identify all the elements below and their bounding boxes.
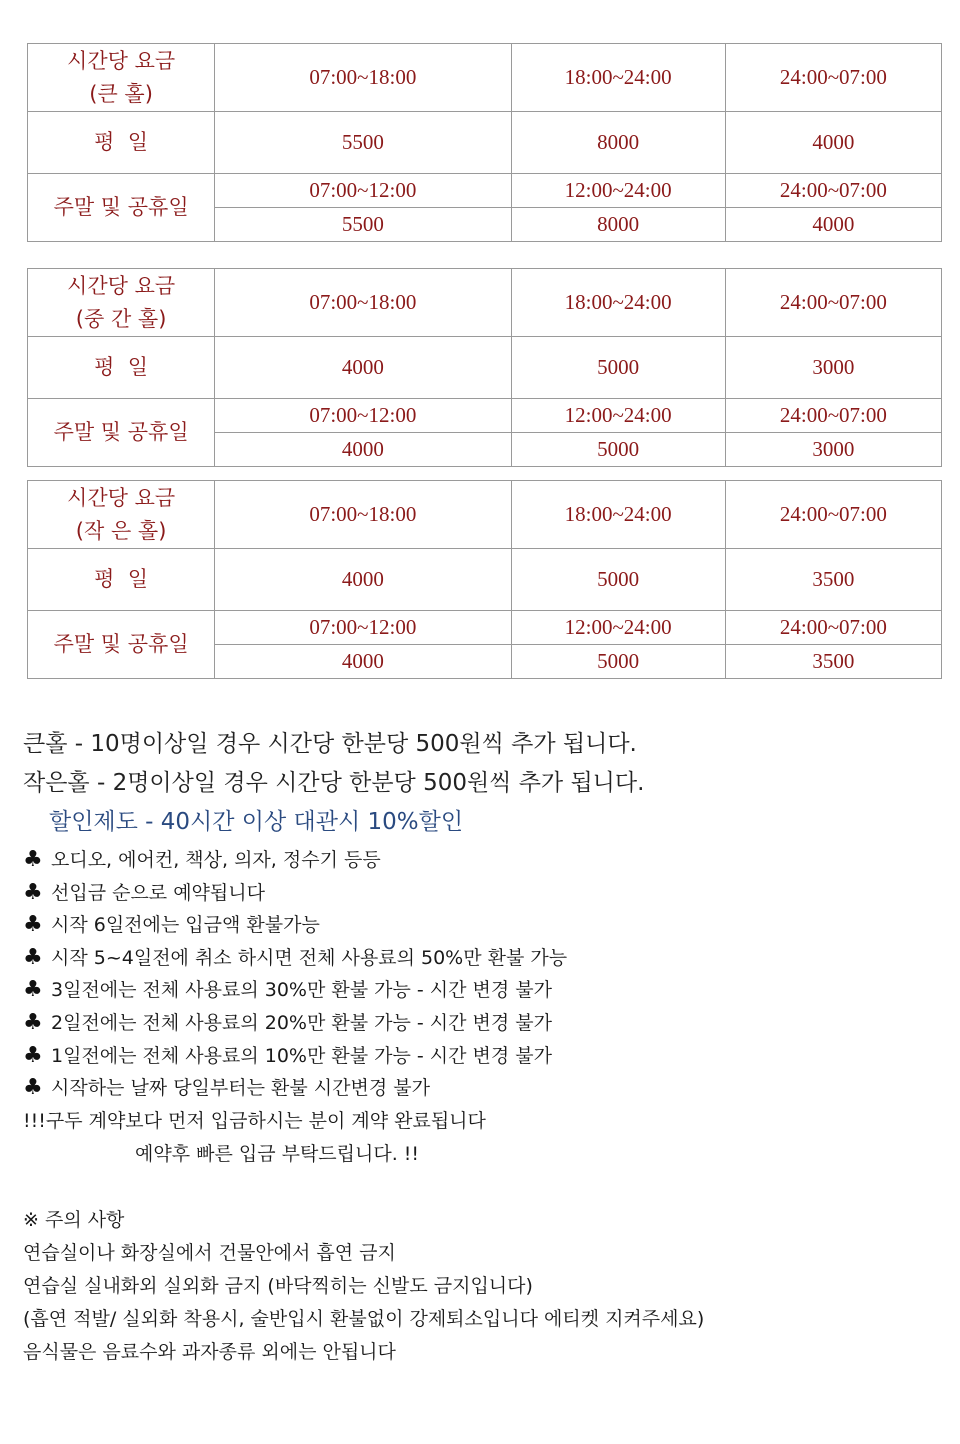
time-slot-1: 07:00~18:00 (215, 44, 511, 112)
surcharge-large-hall: 큰홀 - 10명이상일 경우 시간당 한분당 500원씩 추가 됩니다. (23, 731, 637, 757)
rules-list (23, 844, 943, 1105)
hall-name: (큰 홀) (89, 81, 153, 106)
hourly-rate-label: 시간당 요금 (67, 273, 176, 298)
club-suit-icon: ♣ (23, 879, 43, 905)
time-slot-1: 07:00~18:00 (215, 481, 511, 549)
weekday-price-1: 4000 (215, 337, 511, 399)
weekend-price-3: 3000 (725, 433, 941, 467)
time-slot-1: 07:00~18:00 (215, 269, 511, 337)
hall-label-cell (28, 44, 215, 112)
weekend-slot-1: 07:00~12:00 (215, 399, 511, 433)
weekend-slot-1: 07:00~12:00 (215, 611, 511, 645)
weekday-row (28, 549, 942, 611)
weekday-price-1: 4000 (215, 549, 511, 611)
hourly-rate-label: 시간당 요금 (67, 485, 176, 510)
time-slot-3: 24:00~07:00 (725, 481, 941, 549)
weekend-price-1: 4000 (215, 645, 511, 679)
caution-title: ※ 주의 사항 (23, 1208, 125, 1231)
weekend-label: 주말 및 공휴일 (28, 174, 215, 242)
time-slot-2: 18:00~24:00 (511, 481, 725, 549)
weekend-price-3: 4000 (725, 208, 941, 242)
table-header-row (28, 269, 942, 337)
hourly-rate-label: 시간당 요금 (67, 48, 176, 73)
time-slot-3: 24:00~07:00 (725, 269, 941, 337)
caution-line: 연습실이나 화장실에서 건물안에서 흡연 금지 (23, 1241, 396, 1264)
list-item: ♣ 시작 5~4일전에 취소 하시면 전체 사용료의 50%만 환불 가능 (23, 942, 943, 975)
caution-line: 연습실 실내화외 실외화 금지 (바닥찍히는 신발도 금지입니다) (23, 1274, 533, 1297)
hall-name: (작 은 홀) (75, 518, 167, 543)
time-slot-3: 24:00~07:00 (725, 44, 941, 112)
table-header-row (28, 481, 942, 549)
time-slot-2: 18:00~24:00 (511, 269, 725, 337)
surcharge-small-hall: 작은홀 - 2명이상일 경우 시간당 한분당 500원씩 추가 됩니다. (23, 770, 645, 796)
deposit-notice: !!!구두 계약보다 먼저 입금하시는 분이 계약 완료됩니다 (23, 1109, 486, 1132)
weekday-price-2: 8000 (511, 112, 725, 174)
discount-policy: 할인제도 - 40시간 이상 대관시 10%할인 (49, 809, 464, 835)
club-suit-icon: ♣ (23, 847, 43, 872)
list-item: ♣ 2일전에는 전체 사용료의 20%만 환불 가능 - 시간 변경 불가 (23, 1007, 943, 1040)
weekend-price-1: 4000 (215, 433, 511, 467)
weekend-slot-3: 24:00~07:00 (725, 174, 941, 208)
weekday-price-3: 3500 (725, 549, 941, 611)
weekday-price-2: 5000 (511, 549, 725, 611)
weekday-label: 평 일 (28, 337, 215, 399)
weekend-price-2: 8000 (511, 208, 725, 242)
rate-table-medium-hall (27, 268, 942, 467)
weekend-time-row (28, 174, 942, 208)
club-suit-icon: ♣ (23, 1009, 43, 1035)
weekend-time-row (28, 611, 942, 645)
list-item: ♣ 선입금 순으로 예약됩니다 (23, 877, 943, 910)
club-suit-icon: ♣ (23, 977, 43, 1003)
weekend-label: 주말 및 공휴일 (28, 399, 215, 467)
club-suit-icon: ♣ (23, 912, 43, 938)
weekend-price-2: 5000 (511, 645, 725, 679)
weekend-time-row (28, 399, 942, 433)
weekday-label: 평 일 (28, 549, 215, 611)
list-item: ♣ 오디오, 에어컨, 책상, 의자, 정수기 등등 (23, 844, 943, 877)
weekend-slot-3: 24:00~07:00 (725, 611, 941, 645)
time-slot-2: 18:00~24:00 (511, 44, 725, 112)
list-item: ♣ 시작 6일전에는 입금액 환불가능 (23, 909, 943, 942)
deposit-request: 예약후 빠른 입금 부탁드립니다. !! (135, 1142, 420, 1165)
rate-table-large-hall (27, 43, 942, 242)
weekend-price-1: 5500 (215, 208, 511, 242)
club-suit-icon: ♣ (23, 1075, 43, 1101)
club-suit-icon: ♣ (23, 944, 43, 970)
rate-table-small-hall (27, 480, 942, 679)
club-suit-icon: ♣ (23, 1042, 43, 1068)
weekend-slot-3: 24:00~07:00 (725, 399, 941, 433)
weekend-slot-2: 12:00~24:00 (511, 174, 725, 208)
list-item: ♣ 시작하는 날짜 당일부터는 환불 시간변경 불가 (23, 1072, 943, 1105)
weekday-price-2: 5000 (511, 337, 725, 399)
hall-name: (중 간 홀) (75, 306, 167, 331)
notes-section (23, 725, 943, 1369)
weekday-price-1: 5500 (215, 112, 511, 174)
weekend-slot-2: 12:00~24:00 (511, 611, 725, 645)
weekday-price-3: 3000 (725, 337, 941, 399)
list-item: ♣ 1일전에는 전체 사용료의 10%만 환불 가능 - 시간 변경 불가 (23, 1040, 943, 1073)
weekday-row (28, 337, 942, 399)
hall-label-cell (28, 481, 215, 549)
weekday-label: 평 일 (28, 112, 215, 174)
weekend-price-3: 3500 (725, 645, 941, 679)
weekend-label: 주말 및 공휴일 (28, 611, 215, 679)
table-header-row (28, 44, 942, 112)
list-item: ♣ 3일전에는 전체 사용료의 30%만 환불 가능 - 시간 변경 불가 (23, 974, 943, 1007)
weekday-row (28, 112, 942, 174)
caution-line: 음식물은 음료수와 과자종류 외에는 안됩니다 (23, 1340, 396, 1363)
caution-line: (흡연 적발/ 실외화 착용시, 술반입시 환불없이 강제퇴소입니다 에티켓 지켜주세요) (23, 1307, 705, 1330)
weekend-slot-2: 12:00~24:00 (511, 399, 725, 433)
weekend-price-2: 5000 (511, 433, 725, 467)
weekday-price-3: 4000 (725, 112, 941, 174)
weekend-slot-1: 07:00~12:00 (215, 174, 511, 208)
hall-label-cell (28, 269, 215, 337)
